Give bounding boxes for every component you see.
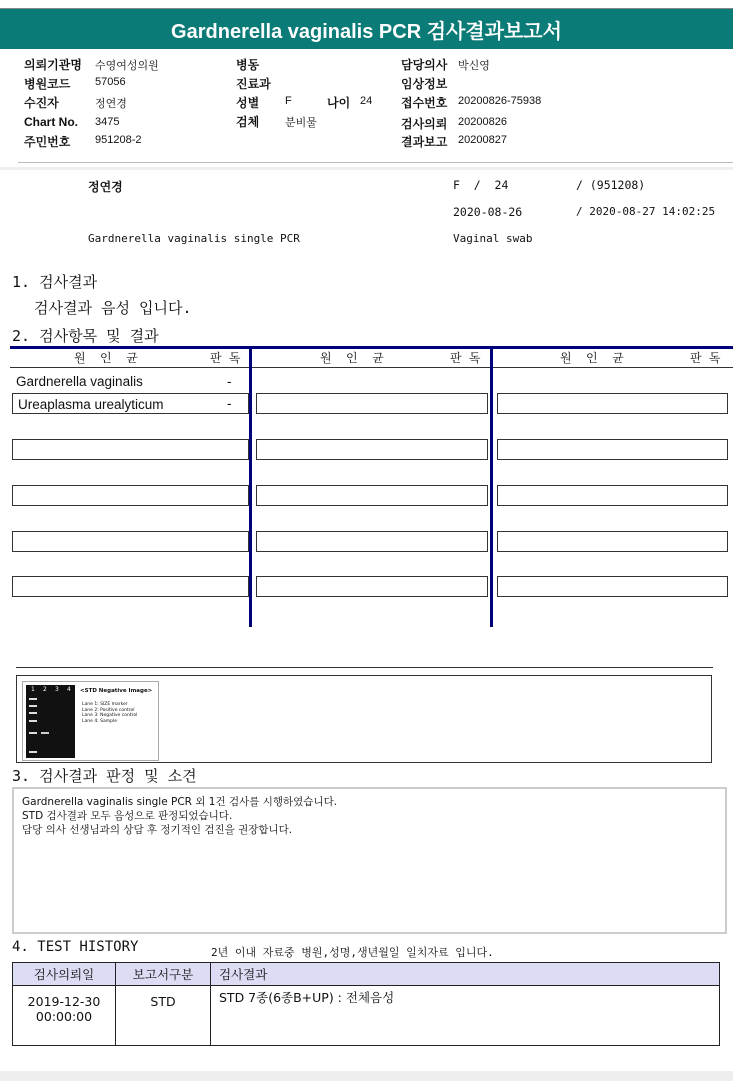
lane-number: 1	[31, 686, 35, 693]
result-cell	[497, 485, 728, 506]
report-title: Gardnerella vaginalis PCR 검사결과보고서	[0, 8, 733, 49]
header-label: 주민번호	[24, 135, 71, 149]
header-value: 3475	[95, 116, 120, 128]
section-1-title: 1. 검사결과	[12, 273, 98, 291]
result-cell	[256, 439, 488, 460]
result-cell	[256, 576, 488, 597]
received-date: 2020-08-26	[453, 205, 523, 219]
history-type: STD	[116, 986, 211, 1046]
header-value: 20200826-75938	[458, 95, 542, 107]
section-1-result: 검사결과 음성 입니다.	[34, 299, 192, 317]
history-header: 보고서구분	[116, 963, 211, 986]
gel-image	[26, 685, 75, 758]
section-4-title: 4. TEST HISTORY	[12, 939, 139, 955]
header-value: 분비물	[285, 117, 317, 129]
header-value: F	[285, 95, 292, 107]
header-value: 57056	[95, 76, 126, 88]
header-label: 담당의사	[401, 58, 448, 72]
result-cell	[12, 576, 249, 597]
gel-legend	[82, 702, 137, 724]
history-time: 00:00:00	[35, 1009, 93, 1024]
opinion-text	[22, 795, 337, 837]
header-label: 검체	[236, 115, 260, 129]
gel-legend-item: Lane 2: Positive control	[82, 707, 135, 713]
gel-band	[41, 732, 49, 734]
lane-number: 3	[55, 686, 59, 693]
gel-legend-item: Lane 3: Negative control	[82, 713, 138, 718]
result-cell	[497, 531, 728, 552]
gel-band	[29, 712, 37, 714]
patient-sex-age: F / 24	[453, 178, 509, 192]
header-value: 951208-2	[95, 134, 142, 146]
divider	[18, 162, 733, 163]
header-value: 24	[360, 95, 373, 107]
gel-legend-item: Lane 1: SIZE marker	[82, 702, 128, 707]
header-label: Chart No.	[24, 115, 78, 129]
history-result: STD 7종(6종B+UP) : 전체음성	[211, 986, 720, 1046]
col-pathogen-header: 원 인 균	[74, 351, 138, 365]
grid-divider	[249, 346, 252, 627]
header-label: 병동	[236, 58, 260, 72]
lane-number: 2	[43, 686, 47, 693]
gel-legend-item: Lane 4: Sample	[82, 718, 117, 724]
header-label: 결과보고	[401, 135, 448, 149]
header-label: 임상정보	[401, 77, 448, 91]
header-label: 수진자	[24, 96, 59, 110]
section-3-title: 3. 검사결과 판정 및 소견	[12, 767, 197, 785]
opinion-line: 담당 의사 선생님과의 상담 후 정기적인 검진을 권장합니다.	[22, 824, 293, 836]
result-cell	[497, 439, 728, 460]
result-cell	[497, 393, 728, 414]
pathogen-name: Ureaplasma urealyticum	[18, 397, 164, 412]
history-header: 검사결과	[211, 963, 720, 986]
patient-summary	[0, 170, 733, 250]
header-value: 정연경	[95, 98, 127, 110]
gel-band	[29, 732, 37, 734]
test-name: Gardnerella vaginalis single PCR	[88, 232, 300, 245]
header-info	[0, 52, 733, 152]
lane-number: 4	[67, 686, 71, 693]
result-cell	[256, 531, 488, 552]
col-pathogen-header: 원 인 균	[560, 351, 624, 365]
header-value: 20200826	[458, 116, 507, 128]
opinion-line: Gardnerella vaginalis single PCR 외 1건 검사를 시행하였습니다.	[22, 796, 338, 808]
col-result-header: 판 독	[450, 351, 481, 365]
patient-birth: / (951208)	[576, 178, 646, 192]
divider	[16, 667, 713, 668]
history-table	[12, 962, 720, 1046]
history-note: 2년 이내 자료중 병원,성명,생년월일 일치자료 입니다.	[211, 946, 494, 959]
history-date: 2019-12-30	[27, 994, 101, 1009]
pathogen-result: -	[227, 374, 232, 389]
history-header: 검사의뢰일	[13, 963, 116, 986]
result-cell	[256, 485, 488, 506]
col-pathogen-header: 원 인 균	[320, 351, 384, 365]
gel-image-panel	[22, 681, 159, 761]
gel-band	[29, 720, 37, 722]
header-value: 20200827	[458, 134, 507, 146]
patient-name: 정연경	[88, 180, 123, 194]
grid-header-line	[10, 367, 733, 368]
header-label: 나이	[327, 96, 351, 110]
result-cell	[256, 393, 488, 414]
gel-title: <STD Negative Image>	[80, 688, 153, 694]
result-cell	[12, 485, 249, 506]
gel-band	[29, 705, 37, 707]
gel-band	[29, 751, 37, 753]
result-cell	[12, 531, 249, 552]
opinion-line: STD 검사결과 모두 음성으로 판정되었습니다.	[22, 810, 233, 822]
reported-date: / 2020-08-27 14:02:25	[576, 205, 716, 218]
header-label: 성별	[236, 96, 260, 110]
page-footer-band	[0, 1071, 733, 1081]
history-header-row	[13, 963, 720, 986]
header-value: 수영여성의원	[95, 60, 159, 72]
header-label: 의뢰기관명	[24, 58, 82, 72]
result-cell	[497, 576, 728, 597]
header-label: 접수번호	[401, 96, 448, 110]
header-label: 병원코드	[24, 77, 71, 91]
col-result-header: 판 독	[690, 351, 721, 365]
table-row	[13, 986, 720, 1046]
result-cell	[12, 439, 249, 460]
pathogen-result: -	[227, 396, 232, 411]
header-label: 진료과	[236, 77, 271, 91]
col-result-header: 판 독	[210, 351, 241, 365]
gel-band	[29, 698, 37, 700]
header-value: 박신영	[458, 60, 490, 72]
pathogen-name: Gardnerella vaginalis	[16, 374, 143, 389]
history-date-cell	[13, 986, 116, 1046]
specimen: Vaginal swab	[453, 232, 533, 245]
header-label: 검사의뢰	[401, 117, 448, 131]
section-2-title: 2. 검사항목 및 결과	[12, 327, 159, 345]
grid-divider	[490, 346, 493, 627]
